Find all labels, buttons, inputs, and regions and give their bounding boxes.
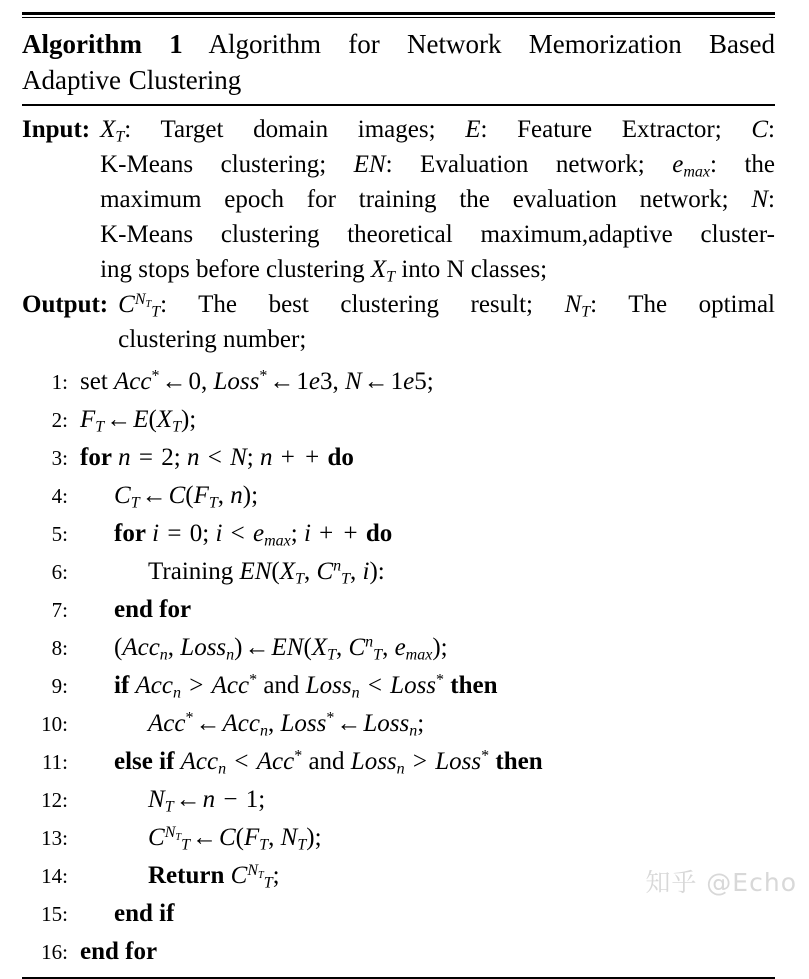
input-line-2 [100,147,775,182]
algorithm-title [22,18,775,104]
input-row [22,112,775,287]
step-number: 14: [41,864,68,888]
step-row [22,591,775,629]
step-number: 4: [51,484,68,508]
step-row [22,629,775,667]
algorithm-block [22,12,775,979]
step-row [22,819,775,857]
input-text-3: : [768,116,775,143]
var-c-out-sub: T [151,303,161,321]
io-section [22,106,775,361]
input-line-3 [100,182,775,217]
step-content: end for [114,596,192,623]
var-x2-sub: T [386,268,396,286]
var-nt-sub: T [581,303,591,321]
output-line-2: clustering number; [118,326,307,353]
step-number: 6: [51,560,68,584]
var-x2: X [370,256,387,283]
step-row [22,781,775,819]
input-line-5 [100,252,775,287]
step-content: Acc*←Acc$_n$, Loss*←Loss$_n$; [148,709,425,740]
algorithm-title-line2: Adaptive Clustering [22,65,242,95]
step-row [22,401,775,439]
step-number: 13: [41,826,68,850]
step-row [22,553,775,591]
step-row [22,515,775,553]
input-text-5: : Evaluation network; [385,151,673,178]
watermark: 知乎 @Echo [645,868,797,897]
output-label: Output: [22,291,109,318]
algorithm-label: Algorithm 1 [22,29,183,59]
step-content: else if Acc$_n$ < Acc* and Loss$_n$ > Loss* then [114,747,543,778]
step-row [22,743,775,781]
step-number: 9: [51,674,68,698]
input-text-7: maximum epoch for training the evaluation network; [100,186,752,213]
var-c-out-sup: NT [134,290,152,310]
var-c: C [751,116,769,143]
step-content: $C_T\leftarrow C(F_T$, n); [114,482,259,512]
step-number: 8: [51,636,68,660]
step-content: $C^{N_T}_T\leftarrow C(F_T$, $N_T$); [148,823,322,854]
step-content: end if [114,900,175,927]
step-number: 11: [41,750,68,774]
step-row [22,933,775,971]
step-number: 1: [51,370,68,394]
output-row [22,287,775,357]
step-row [22,895,775,933]
var-e-max-sub: max [683,163,710,181]
input-body [100,112,775,287]
step-number: 2: [51,408,68,432]
var-x-sub: T [115,128,125,146]
step-row [22,667,775,705]
step-number: 3: [51,446,68,470]
step-row [22,439,775,477]
var-x: X [100,116,116,143]
step-content: Training $EN(X_T$, $C^n_T$, i): [148,557,385,588]
step-row [22,705,775,743]
step-content: if Acc$_n$ > Acc* and Loss$_n$ < Loss* then [114,671,498,702]
step-content: for n = 2; n < N; n + + do [80,444,354,471]
step-content: Return $C^{N_T}_T$; [148,861,280,892]
step-number: 16: [41,940,68,964]
var-e: E [465,116,481,143]
input-text-8: : [768,186,775,213]
step-content: $N_T\leftarrow n - 1$; [148,786,266,816]
var-e-max: e [672,151,684,178]
input-text-10: into N classes; [395,256,548,283]
step-row [22,363,775,401]
step-number: 12: [41,788,68,812]
output-line-1 [118,287,775,322]
var-en: EN [353,151,386,178]
output-text-1: : The best clustering result; [160,291,565,318]
var-nt: N [564,291,582,318]
step-content: end for [80,938,158,965]
input-line-4: K-Means clustering theoretical maximum,adaptive cluster- [100,221,775,248]
input-text-1: : Target domain images; [124,116,466,143]
input-text-9: ing stops before clustering [100,256,371,283]
step-number: 5: [51,522,68,546]
input-line-1 [100,112,775,147]
output-text-2: : The optimal [590,291,775,318]
step-content: $F_T\leftarrow E(X_T)$; [80,406,197,436]
step-number: 7: [51,598,68,622]
input-text-6: : the [710,151,775,178]
input-text-4: K-Means clustering; [100,151,354,178]
step-number: 10: [41,712,68,736]
step-content: for i = 0; $i < e_{max}$; i + + do [114,520,393,550]
step-content: (Acc$_n$, $Loss_n)\leftarrow EN(X_T$, $C^n_T$, $e_{max}$); [114,633,448,664]
algorithm-title-text1: Algorithm for Network Memorization Based [208,29,775,59]
algorithm-title-line1 [22,26,775,62]
var-c-out: C [118,291,135,318]
output-body [118,287,775,357]
var-n: N [751,186,769,213]
step-number: 15: [41,902,68,926]
step-content: set Acc*←0, Loss*←1e3, N←1e5; [80,367,434,395]
input-label: Input: [22,116,91,143]
step-row [22,477,775,515]
input-text-2: : Feature Extractor; [480,116,752,143]
